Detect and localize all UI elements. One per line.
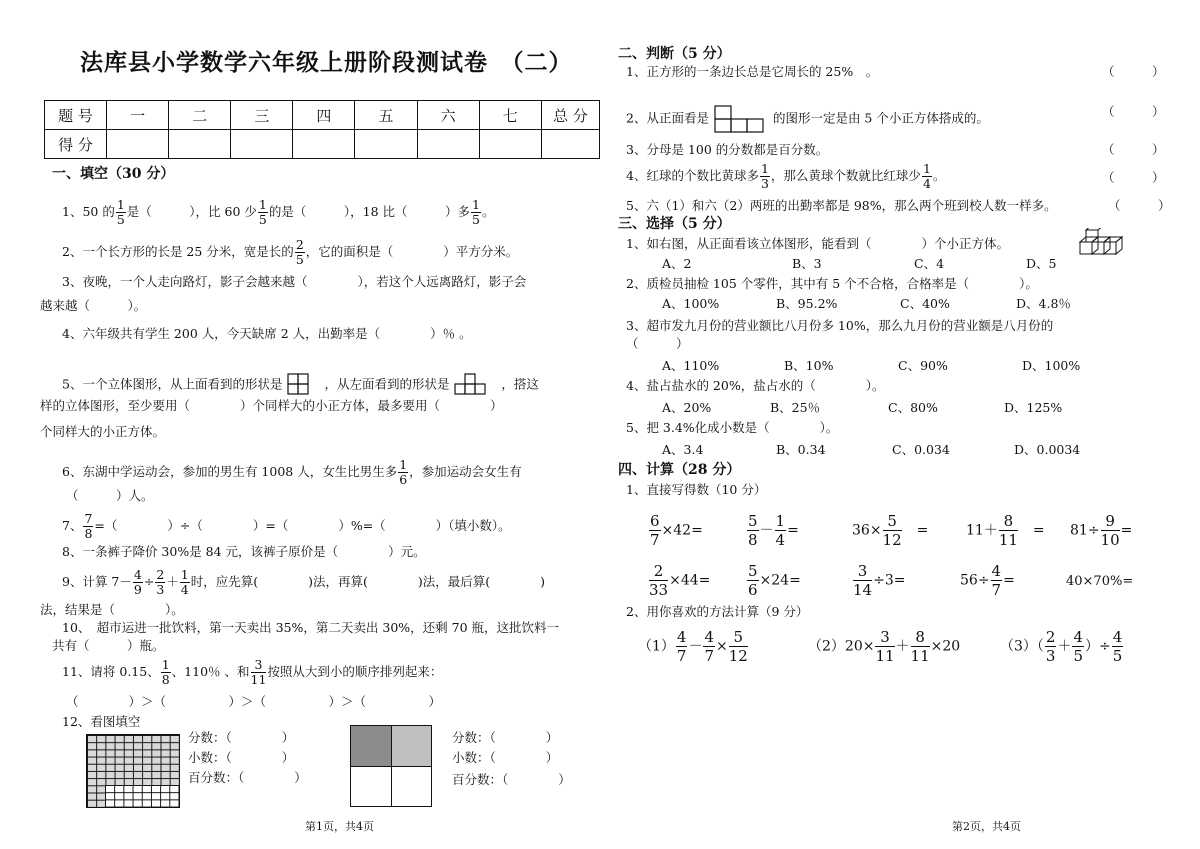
question-3: 3、夜晚，一个人走向路灯，影子会越来越（ ），若这个人远离路灯，影子会 (62, 274, 527, 289)
choice-4-opt-b[interactable]: B、25％ (770, 400, 821, 415)
score-row-label: 得 分 (45, 130, 107, 159)
choice-3-opt-d[interactable]: D、100% (1022, 358, 1081, 373)
fraction: $\frac{1}{5}$ (116, 197, 125, 227)
judge-2-paren[interactable]: （ ） (1102, 104, 1165, 119)
section-fill-blank: 一、填空（30 分） (52, 166, 175, 182)
judge-5: 5、六（1）和六（2）两班的出勤率都是 98%，那么两个班到校人数一样多。 (626, 198, 1057, 213)
fraction: $\frac{1}{5}$ (472, 197, 480, 227)
calc-item: $\frac{5}{8}$ － $\frac{1}{4}$ = (748, 512, 799, 549)
calc-item: 81÷ $\frac{9}{10}$ = (1070, 512, 1133, 549)
question-3-cont: 越来越（ ）。 (40, 298, 147, 313)
judge-4: 4、红球的个数比黄球多 $\frac{1}{3}$ ，那么黄球个数就比红球少 $\frac{1}{4}$ 。 (626, 161, 946, 191)
exam-title: 法库县小学数学六年级上册阶段测试卷 （二） (80, 50, 573, 76)
calc-item: 36× $\frac{5}{12}$ = (852, 512, 929, 549)
score-cell[interactable] (417, 130, 479, 159)
fraction: $\frac{7}{8}$ (84, 511, 93, 541)
choice-1-opt-b[interactable]: B、3 (792, 256, 822, 271)
choice-5-opt-c[interactable]: C、0.034 (892, 442, 950, 457)
choice-2: 2、质检员抽检 105 个零件，其中有 5 个不合格，合格率是（ ）。 (626, 276, 1038, 291)
score-header-cell: 三 (231, 101, 293, 130)
section-choice: 三、选择（5 分） (618, 216, 731, 232)
calc-item: 11＋ $\frac{8}{11}$ = (966, 512, 1045, 549)
calc-item: $\frac{2}{33}$ ×44= (649, 562, 711, 599)
question-8: 8、一条裤子降价 30%是 84 元，该裤子原价是（ ）元。 (62, 544, 426, 559)
left-view-shape-icon (453, 372, 497, 398)
quarter-square-figure (350, 725, 432, 807)
choice-1-opt-c[interactable]: C、4 (914, 256, 945, 271)
expression-1: （1） $\frac{4}{7}$ － $\frac{4}{7}$ × $\frac{5}{12}$ (638, 628, 748, 665)
question-9-cont: 法，结果是（ ）。 (40, 602, 184, 617)
judge-4-paren[interactable]: （ ） (1102, 170, 1165, 185)
choice-4-opt-d[interactable]: D、125% (1004, 400, 1063, 415)
fraction: $\frac{1}{5}$ (258, 197, 267, 227)
score-header-cell: 七 (479, 101, 541, 130)
choice-5-opt-d[interactable]: D、0.0034 (1014, 442, 1081, 457)
fraction: $\frac{2}{3}$ (156, 567, 165, 597)
choice-3-cont: （ ） (626, 336, 689, 351)
score-cell[interactable] (231, 130, 293, 159)
score-cell[interactable] (169, 130, 231, 159)
cube-stack-icon (1078, 228, 1128, 258)
fraction: $\frac{2}{5}$ (295, 237, 304, 267)
question-6: 6、东湖中学运动会，参加的男生有 1008 人，女生比男生多 $\frac{1}{6}$ ，参加运动会女生有 (62, 457, 522, 487)
question-12: 12、看图填空 (62, 714, 141, 729)
fill-a-percent: 百分数：（ ） (188, 770, 307, 785)
judge-1-paren[interactable]: （ ） (1102, 64, 1165, 79)
choice-3-opt-c[interactable]: C、90% (898, 358, 948, 373)
choice-3: 3、超市发九月份的营业额比八月份多 10%，那么九月份的营业额是八月份的 (626, 318, 1054, 333)
choice-4: 4、盐占盐水的 20%，盐占水的（ ）。 (626, 378, 885, 393)
question-9: 9、计算 7－ $\frac{4}{9}$ ÷ $\frac{2}{3}$ ＋ $\frac{1}{4}$ 时，应先算( )法，再算( )法，最后算( ) (62, 567, 546, 597)
fraction: $\frac{1}{4}$ (922, 161, 931, 191)
choice-4-opt-a[interactable]: A、20% (662, 400, 712, 415)
score-header-cell: 六 (417, 101, 479, 130)
score-cell[interactable] (293, 130, 355, 159)
calc-item: 40×70%= (1066, 574, 1134, 589)
choice-5-opt-a[interactable]: A、3.4 (662, 442, 704, 457)
choice-2-opt-b[interactable]: B、95.2% (776, 296, 838, 311)
judge-2: 2、从正面看是 的图形一定是由 5 个小正方体搭成的。 (626, 104, 989, 134)
judge-3-paren[interactable]: （ ） (1102, 142, 1165, 157)
question-4: 4、六年级共有学生 200 人，今天缺席 2 人，出勤率是（ ）％ 。 (62, 326, 472, 341)
question-10: 10、 超市运进一批饮料，第一天卖出 35%，第二天卖出 30%，还剩 70 瓶，这批饮料一 (62, 620, 560, 635)
choice-3-opt-a[interactable]: A、110% (662, 358, 720, 373)
fraction: $\frac{1}{4}$ (180, 567, 189, 597)
fraction: $\frac{1}{8}$ (161, 657, 170, 687)
question-6-cont: （ ）人。 (66, 488, 154, 503)
expression-3: （3）（ $\frac{2}{3}$ ＋ $\frac{4}{5}$ ）÷ $\frac{4}{5}$ (1000, 628, 1123, 665)
choice-5: 5、把 3.4%化成小数是（ ）。 (626, 420, 839, 435)
calc-item: $\frac{6}{7}$ ×42= (650, 512, 703, 549)
question-10-cont: 共有（ ）瓶。 (52, 638, 165, 653)
choice-1-opt-d[interactable]: D、5 (1026, 256, 1057, 271)
top-view-shape-icon (286, 372, 320, 398)
choice-1-opt-a[interactable]: A、2 (662, 256, 692, 271)
choice-4-opt-c[interactable]: C、80% (888, 400, 938, 415)
fill-a-fraction: 分数：（ ） (188, 730, 295, 745)
fraction: $\frac{3}{11}$ (250, 657, 267, 687)
fraction: $\frac{4}{9}$ (133, 567, 142, 597)
calc-direct-heading: 1、直接写得数（10 分） (626, 482, 767, 497)
judge-3: 3、分母是 100 的分数都是百分数。 (626, 142, 829, 157)
score-header-cell: 四 (293, 101, 355, 130)
calc-item: $\frac{5}{6}$ ×24= (748, 562, 801, 599)
hundred-grid-figure (86, 734, 180, 808)
choice-5-opt-b[interactable]: B、0.34 (776, 442, 826, 457)
question-5-cont: 样的立体图形，至少要用（ ）个同样大的小正方体，最多要用（ ） (40, 398, 503, 413)
fraction: $\frac{1}{3}$ (760, 161, 769, 191)
question-1: 1、50 的 $\frac{1}{5}$ 是（ ），比 60 少 $\frac{1}{5}$ 的是（ ），18 比（ ）多 $\frac{1}{5}$ 。 (62, 197, 495, 227)
choice-2-opt-d[interactable]: D、4.8％ (1016, 296, 1071, 311)
judge-5-paren[interactable]: （ ） (1108, 198, 1171, 213)
score-header-cell: 二 (169, 101, 231, 130)
calc-item: 56÷ $\frac{4}{7}$ = (960, 562, 1015, 599)
score-cell[interactable] (355, 130, 417, 159)
page-footer: 第1页，共4页 (305, 820, 374, 833)
choice-1: 1、如右图，从正面看该立体图形，能看到（ ）个小正方体。 (626, 236, 1009, 251)
question-11-answer-line: （ ）＞（ ）＞（ ）＞（ ） (66, 694, 442, 709)
fill-b-decimal: 小数：（ ） (452, 750, 559, 765)
question-2: 2、一个长方形的长是 25 分米，宽是长的 $\frac{2}{5}$ ，它的面积是（ ）平方分米。 (62, 237, 519, 267)
fill-a-decimal: 小数：（ ） (188, 750, 295, 765)
score-table (44, 100, 600, 159)
question-7: 7、 $\frac{7}{8}$ =（ ）÷（ ）=（ ）%=（ ）（填小数）。 (62, 511, 511, 541)
calc-method-heading: 2、用你喜欢的方法计算（9 分） (626, 604, 809, 619)
fraction: $\frac{1}{6}$ (399, 457, 408, 487)
question-5: 5、一个立体图形，从上面看到的形状是 ，从左面看到的形状是 ，搭这 (62, 372, 539, 398)
page-footer: 第2页，共4页 (952, 820, 1021, 833)
choice-2-opt-c[interactable]: C、40% (900, 296, 950, 311)
page-2 (604, 0, 1200, 849)
section-judge: 二、判断（5 分） (618, 46, 731, 62)
score-header-cell: 题 号 (45, 101, 107, 130)
choice-2-opt-a[interactable]: A、100% (662, 296, 720, 311)
score-header-cell: 五 (355, 101, 417, 130)
choice-3-opt-b[interactable]: B、10% (784, 358, 834, 373)
fill-b-percent: 百分数：（ ） (452, 772, 571, 787)
calc-item: $\frac{3}{14}$ ÷3= (853, 562, 906, 599)
judge-1: 1、正方形的一条边长总是它周长的 25% 。 (626, 64, 879, 79)
question-11: 11、请将 0.15、 $\frac{1}{8}$ 、110％ 、和 $\frac{3}{11}$ 按照从大到小的顺序排列起来： (62, 657, 443, 687)
score-cell[interactable] (479, 130, 541, 159)
question-5-cont2: 个同样大的小正方体。 (40, 424, 166, 439)
fill-b-fraction: 分数：（ ） (452, 730, 559, 745)
score-header-cell: 总 分 (541, 101, 599, 130)
expression-2: （2）20× $\frac{3}{11}$ ＋ $\frac{8}{11}$ ×20 (808, 628, 961, 665)
front-view-shape-icon (713, 104, 769, 134)
section-calc: 四、计算（28 分） (618, 462, 741, 478)
score-header-cell: 一 (107, 101, 169, 130)
score-cell[interactable] (541, 130, 599, 159)
score-cell[interactable] (107, 130, 169, 159)
